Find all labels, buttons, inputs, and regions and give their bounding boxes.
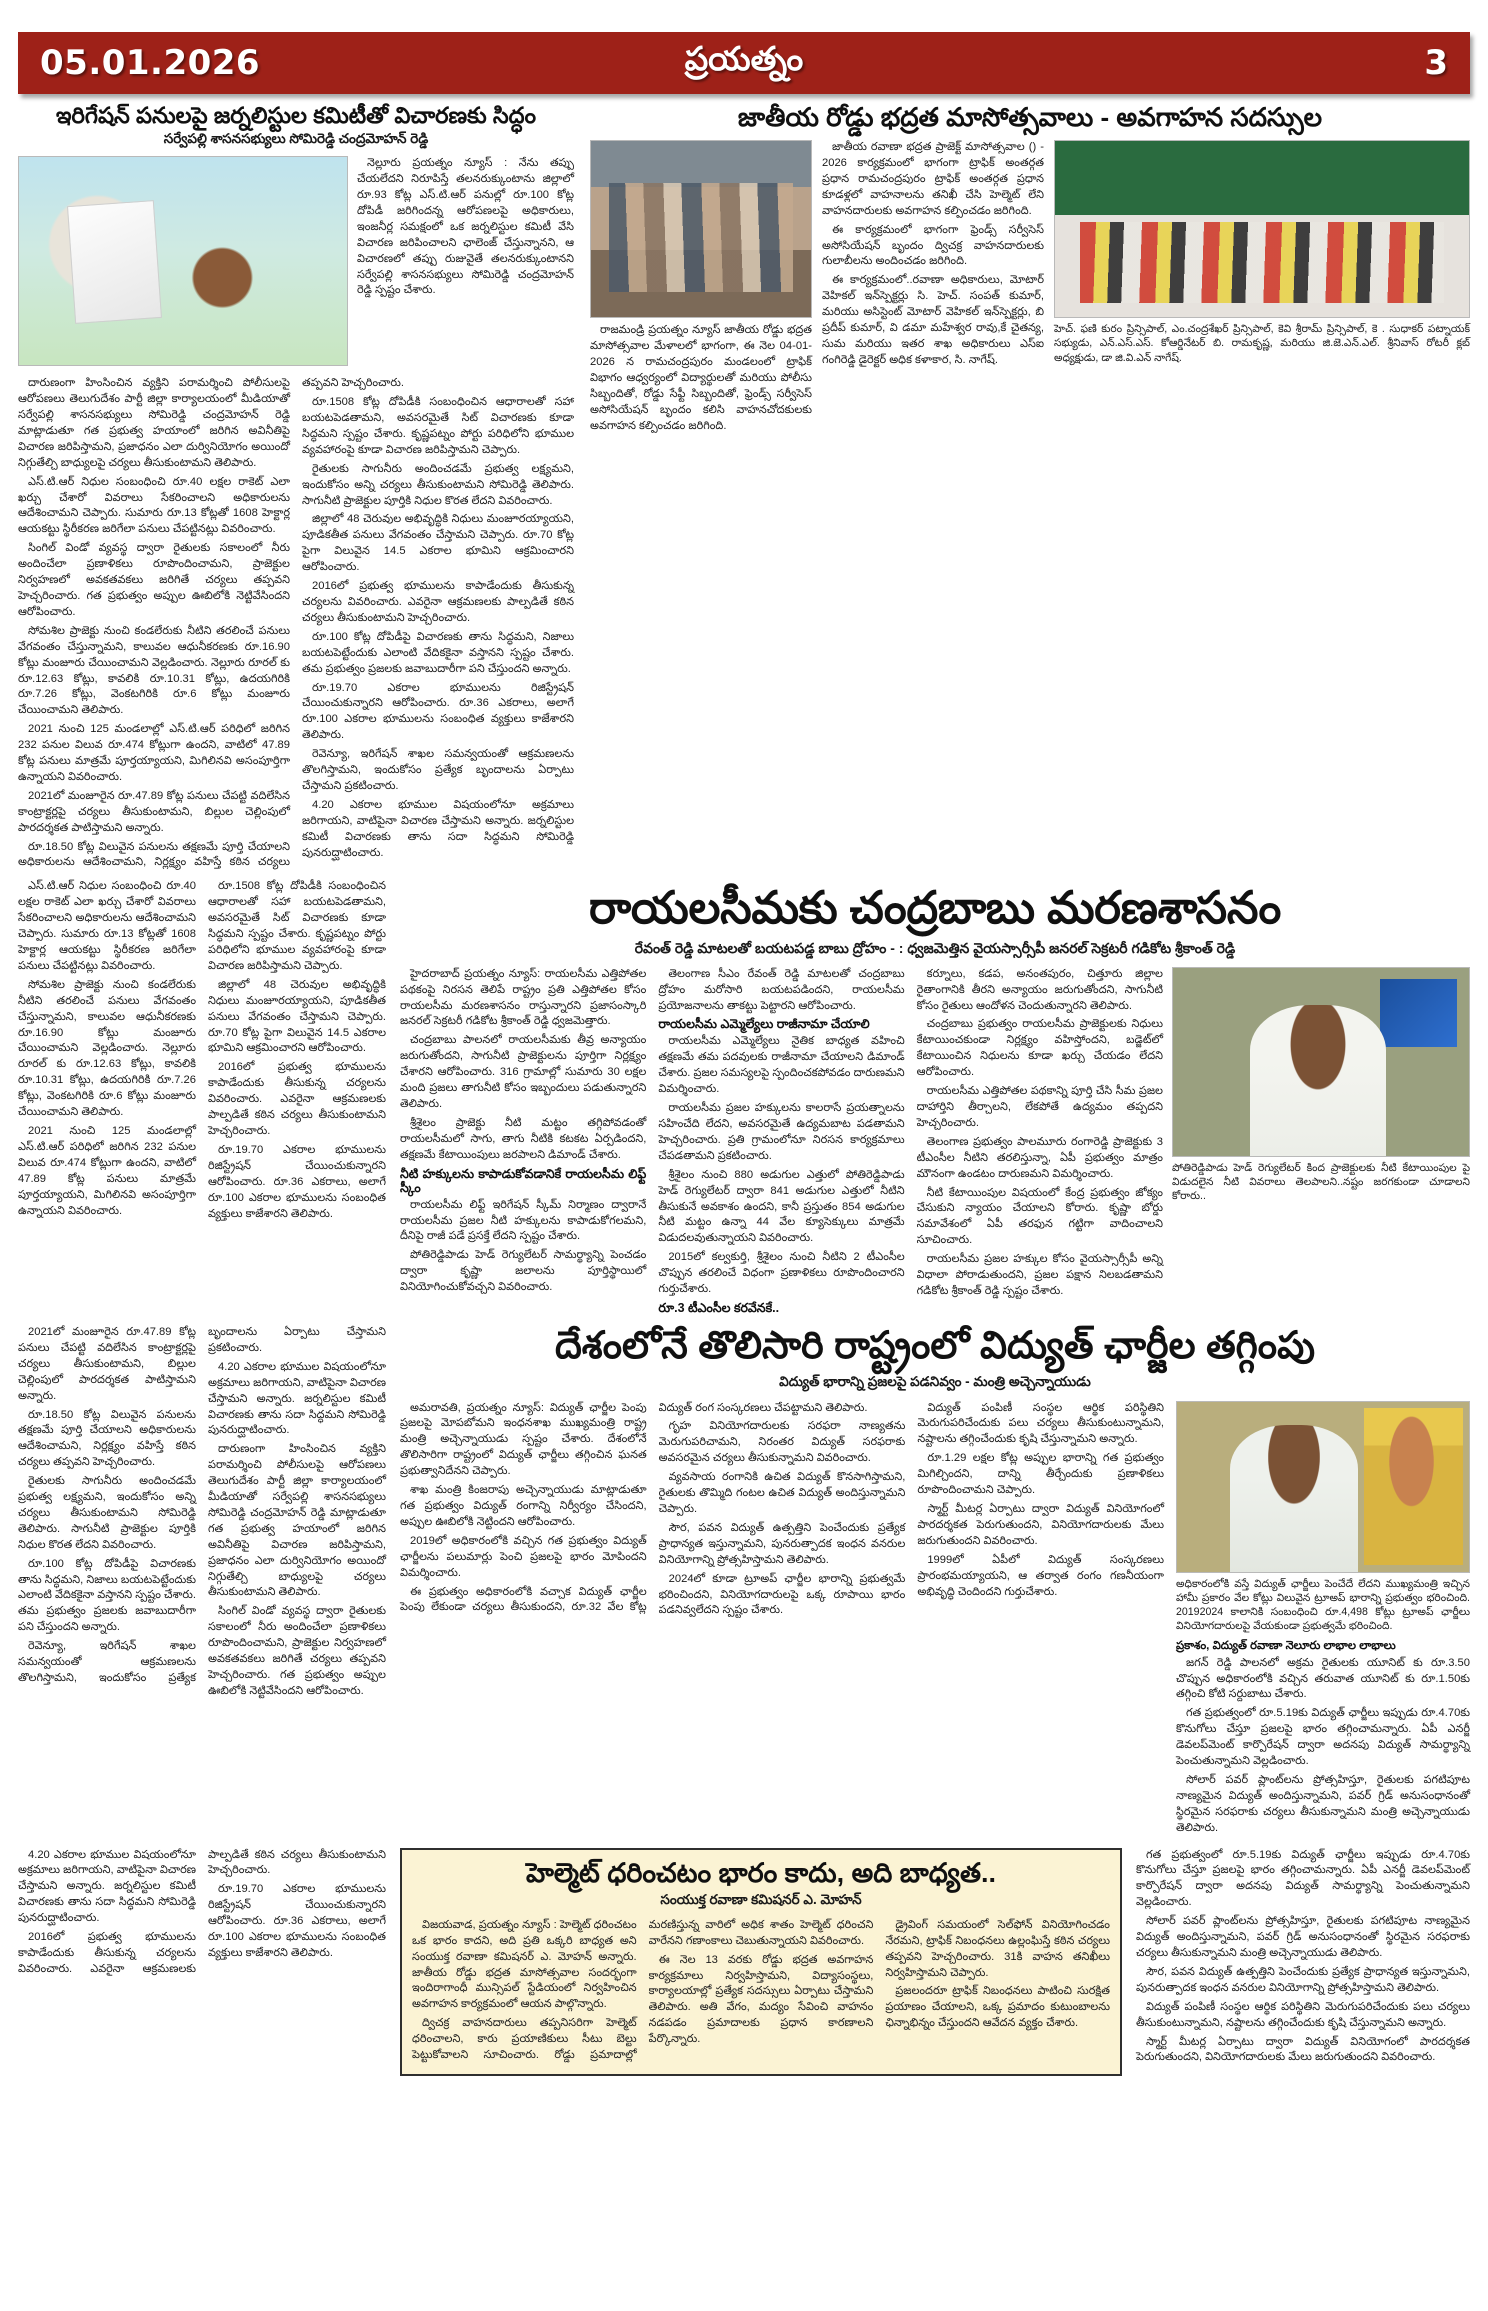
paragraph: 2024లో కూడా ట్రూఅప్ ఛార్జీల భారాన్ని ప్రభుత్వమే భరించిందని, వినియోగదారులపై ఒక్క రూపాయి భారం పడనివ్వలేదని స్పష్టం చేశారు. — [658, 1572, 906, 1617]
paragraph: 2015లో కల్వకుర్తి, శ్రీశైలం నుంచి నీటిని 2 టీఎంసీల చొప్పున తరలించే విధంగా ప్రణాళికలు రూపొందించారని గుర్తుచేశారు. — [658, 1251, 905, 1296]
paragraph: సోమశిల ప్రాజెక్టు నుంచి కండలేరుకు నీటిని తరలించే పనులు వేగవంతం చేస్తున్నామని, కాలువల ఆధునీకరణకు రూ.16.90 కోట్లు మంజూరు చేయించామని వెల్లడించారు. నెల్లూరు రూరల్ కు రూ.12.63 కోట్లు, కావలికి రూ.10.31 కోట్లు, ఉదయగిరికి రూ.7.26 కోట్లు, వెంకటగిరికి రూ.6 కోట్లు మంజూరు చేయించామని తెలిపారు. — [18, 978, 196, 1119]
acchennaidu-photo-caption: అధికారంలోకి వస్తే విద్యుత్ ఛార్జీలు పెంచేదే లేదని ముఖ్యమంత్రి ఇచ్చిన హామీ ప్రకారం వేల కోట్లు విలువైన ట్రూఅప్ భారాన్ని ప్రభుత్వం భరించింది. 20192024 కాలానికి సంబంధించి రూ.4,498 కోట్లు ట్రూఅప్ ఛార్జీలు వినియోగదారులపై వేయకుండా ప్రభుత్వమే భరించింది. — [1176, 1577, 1470, 1633]
paragraph: 1999లో ఏపీలో విద్యుత్ సంస్కరణలు ప్రారంభమయ్యాయని, ఆ తర్వాత రంగం గణనీయంగా అభివృద్ధి చెందిందని గుర్తుచేశారు. — [917, 1553, 1164, 1598]
paragraph: వ్యవసాయ రంగానికి ఉచిత విద్యుత్ కొనసాగిస్తామని, రైతులకు తొమ్మిది గంటల ఉచిత విద్యుత్ అందిస్తున్నామని చెప్పారు. — [658, 1471, 906, 1515]
paragraph: శ్రీశైలం ప్రాజెక్టు నీటి మట్టం తగ్గిపోవడంతో రాయలసీమలో సాగు, తాగు నీటికి కటకట ఏర్పడిందని, తక్షణమే కేటాయింపులు జరపాలని డిమాండ్ చేశారు. — [400, 1116, 647, 1161]
paragraph: జిల్లాలో 48 చెరువుల అభివృద్ధికి నిధులు మంజూరయ్యాయని, పూడికతీత పనులు వేగవంతం చేస్తామని చెప్పారు. రూ.70 కోట్ల పైగా విలువైన 14.5 ఎకరాల భూమిని ఆక్రమించారని ఆరోపించారు. — [208, 978, 386, 1055]
power-right-column — [1176, 1401, 1470, 1840]
paragraph: గత ప్రభుత్వంలో రూ.5.19కు విద్యుత్ ఛార్జీలు ఇప్పుడు రూ.4.70కు కొనుగోలు చేస్తూ ప్రజలపై భారం తగ్గించామన్నారు. ఏపీ ఎనర్జీ డెవలప్‌మెంట్ కార్పొరేషన్ ద్వారా అదనపు విద్యుత్ సామర్థ్యాన్ని పెంచుతున్నామని వెల్లడించారు. — [1136, 1848, 1470, 1909]
srikanth-photo-caption: పోతిరెడ్డిపాడు హెడ్ రెగ్యులేటర్ కింద ప్రాజెక్టులకు నీటి కేటాయింపుల పై విడుదలైన నీటి వివరాలు తెలపాలని..నష్టం జరగకుండా చూడాలని కోరారు.. — [1172, 1161, 1470, 1203]
road-safety-street-awareness-photo — [590, 140, 812, 318]
main-subhead-3: రూ.3 టీఎంసీల కరవేనకే.. — [658, 1300, 780, 1315]
paragraph: రూ.100 కోట్ల దోపిడీపై విచారణకు తాను సిద్ధమని, నిజాలు బయటపెట్టేందుకు ఎలాంటి వేదికకైనా వస్తానని స్పష్టం చేశారు. తమ ప్రభుత్వం ప్రజలకు జవాబుదారీగా పని చేస్తుందని అన్నారు. — [18, 1557, 196, 1634]
paragraph: రూ.19.70 ఎకరాల భూములను రిజిస్ట్రేషన్ చేయించుకున్నారని ఆరోపించారు. రూ.36 ఎకరాలు, అలాగే రూ.100 ఎకరాల భూములను సంబంధిత వ్యక్తులు కాజేశారని తెలిపారు. — [208, 1143, 386, 1220]
main-subhead-2: రాయలసీమ ఎమ్మెల్యేలు రాజీనామా చేయాలి — [658, 1017, 870, 1032]
top-left-story — [18, 103, 574, 871]
masthead-banner — [18, 32, 1470, 94]
power-right-continuation — [1136, 1848, 1470, 2067]
box-headline: హెల్మెట్ ధరించటం భారం కాదు, అది బాధ్యత.. — [526, 1857, 996, 1888]
top-band — [18, 103, 1470, 871]
somireddy-press-meet-photo — [18, 156, 348, 366]
paragraph: రాయలసీమ ఎమ్మెల్యేలు నైతిక బాధ్యత వహించి తక్షణమే తమ పదవులకు రాజీనామా చేయాలని డిమాండ్ చేశారు. ప్రజల సమస్యలపై స్పందించకపోవడం దారుణమని విమర్శించారు. — [658, 1035, 905, 1096]
paragraph: నెల్లూరు ప్రయత్నం న్యూస్ : నేను తప్పు చేయలేదని నిరూపిస్తే తలనరుక్కుంటాను జిల్లాలో రూ.93 కోట్ల ఎస్.టి.ఆర్ పనుల్లో రూ.100 కోట్ల దోపిడీ జరిగిందన్న ఆరోపణలపై అధికారులు, ఇంజనీర్ల సమక్షంలో ఒక జర్నలిస్టుల కమిటీ వేసి విచారణ జరిపించాలని ఛాలెంజ్ చేస్తున్నానని, ఆ విచారణలో తప్పు రుజువైతే తలనరుక్కుంటానని సర్వేపల్లి శాసనసభ్యులు సోమిరెడ్డి చంద్రమోహన్ రెడ్డి స్పష్టం చేశారు. — [357, 157, 574, 297]
gadikota-srikanth-reddy-photo — [1172, 967, 1470, 1157]
top-right-story — [590, 103, 1470, 871]
paragraph: ఎస్.టి.ఆర్ నిధుల సంబంధించి రూ.40 లక్షల రాకెట్ ఎలా ఖర్చు చేశారో వివరాలు సేకరించాలని అధికారులను ఆదేశించామని చెప్పారు. సుమారు రూ.13 కోట్లతో 1608 హెక్టార్ల ఆయకట్టు స్థిరీకరణ జరిగేలా పనులు చేపట్టినట్లు వివరించారు. — [18, 475, 290, 536]
paragraph: రాజమండ్రి ప్రయత్నం న్యూస్ జాతీయ రోడ్డు భద్రత మాసోత్సవాల మేళాలలో భాగంగా, ఈ నెల 04-01-2026 న రామచంద్రపురం మండలంలో ట్రాఫిక్ విభాగం ఆధ్వర్యంలో విద్యార్థులతో మరియు పోలీసు సిబ్బందితో, రోడ్డు సేఫ్టీ సిబ్బందితో, ఫ్రెండ్స్ సర్వీసెస్ అసోసియేషన్ బృందం కలిసి వాహనచోదకులకు అవగాహన కల్పించడం జరిగింది. — [590, 324, 812, 432]
paragraph: పోతిరెడ్డిపాడు హెడ్ రెగ్యులేటర్ సామర్థ్యాన్ని పెంచడం ద్వారా కృష్ణా జలాలను పూర్తిస్థాయిలో వినియోగించుకోవచ్చని వివరించారు. — [400, 1249, 647, 1294]
paragraph: 2021 నుంచి 125 మండలాల్లో ఎస్.టి.ఆర్ పరిధిలో జరిగిన 232 పనుల విలువ రూ.474 కోట్లుగా ఉందని, వాటిలో 47.89 కోట్ల పనులు మాత్రమే పూర్తయ్యాయని, మిగిలినవి అసంపూర్తిగా ఉన్నాయని వివరించారు. — [18, 723, 290, 783]
paragraph: రాయలసీమ ప్రజల హక్కుల కోసం వైయస్సార్సీపీ అన్ని విధాలా పోరాడుతుందని, ప్రజల పక్షాన నిలబడతామని గడికోట శ్రీకాంత్ రెడ్డి స్పష్టం చేశారు. — [916, 1253, 1163, 1297]
power-story — [400, 1325, 1470, 1840]
publication-date: 05.01.2026 — [40, 43, 261, 83]
paragraph: డ్రైవింగ్ సమయంలో సెల్‌ఫోన్ వినియోగించడం నేరమని, ట్రాఫిక్ నిబంధనలు ఉల్లంఘిస్తే కఠిన చర్యలు తప్పవని హెచ్చరించారు. 31కి వాహన తనిఖీలు నిర్వహిస్తామని చెప్పారు. — [885, 1918, 1110, 1979]
paragraph: రూ.1508 కోట్ల దోపిడీకి సంబంధించిన ఆధారాలతో సహా బయటపెడతామని, అవసరమైతే సిట్ విచారణకు కూడా సిద్ధమని స్పష్టం చేశారు. కృష్ణపట్నం పోర్టు పరిధిలోని భూముల వ్యవహారంపై కూడా విచారణ జరిపిస్తామని చెప్పారు. — [208, 880, 386, 972]
paragraph: కర్నూలు, కడప, అనంతపురం, చిత్తూరు జిల్లాల రైతాంగానికి తీరని అన్యాయం జరుగుతోందని, సాగునీటి కోసం రైతులు ఆందోళన చెందుతున్నారని తెలిపారు. — [916, 967, 1163, 1012]
paragraph: రూ.1.29 లక్షల కోట్ల అప్పుల భారాన్ని గత ప్రభుత్వం మిగిల్చిందని, దాన్ని తీర్చేందుకు ప్రణాళికలు రూపొందించామని చెప్పారు. — [917, 1452, 1164, 1497]
main-body-upper — [400, 967, 1163, 1315]
paragraph: 2016లో ప్రభుత్వ భూములను కాపాడేందుకు తీసుకున్న చర్యలను వివరించారు. ఎవరైనా ఆక్రమణలకు పాల్పడితే కఠిన చర్యలు తీసుకుంటామని హెచ్చరించారు. — [208, 1061, 386, 1137]
power-subhead: విద్యుత్ భారాన్ని ప్రజలపై పడనివ్వం - మంత్రి అచ్చెన్నాయుడు — [779, 1373, 1091, 1389]
paragraph: విద్యుత్ పంపిణీ సంస్థల ఆర్థిక పరిస్థితిని మెరుగుపరిచేందుకు పలు చర్యలు తీసుకుంటున్నామని, నష్టాలను తగ్గించేందుకు కృషి చేస్తున్నామని అన్నారు. — [1136, 2000, 1470, 2029]
left-continuation-body-2 — [18, 1325, 386, 1700]
paragraph: గృహ వినియోగదారులకు సరఫరా నాణ్యతను మెరుగుపరిచామని, నిరంతర విద్యుత్ సరఫరాకు అవసరమైన చర్యలు తీసుకున్నామని వివరించారు. — [658, 1420, 906, 1465]
paragraph: ప్రజలందరూ ట్రాఫిక్ నిబంధనలు పాటించి సురక్షిత ప్రయాణం చేయాలని, ఒక్క ప్రమాదం కుటుంబాలను ఛిన్నాభిన్నం చేస్తుందని ఆవేదన వ్యక్తం చేశారు. — [885, 1985, 1110, 2030]
paragraph: ఈ కార్యక్రమంలో..రవాణా అధికారులు, మోటార్ వెహికల్ ఇన్‌స్పెక్టర్లు సి. హెచ్. సంపత్ కుమార్, మరియు అసిస్టెంట్ మోటార్ వెహికల్ ఇన్‌స్పెక్టర్లు, బి ప్రదీప్ కుమార్, వి డమా మహేశ్వర రావు,కే చైతన్య, సుమ మరియు ఇతర శాఖ అధికారులు ఎస్ఐ గంగిరెడ్డి డైరెక్టర్ అధిక కళాకార, సి. నాగేష్. — [822, 274, 1044, 366]
top-right-col-2 — [822, 140, 1044, 437]
paragraph: రాయలసీమ ఎత్తిపోతల పథకాన్ని పూర్తి చేసి సీమ ప్రజల దాహార్తిని తీర్చాలని, లేకపోతే ఉద్యమం తప్పదని హెచ్చరించారు. — [916, 1085, 1163, 1129]
helmet-photo-caption: హెచ్. ఫణి కురం ప్రిన్సిపాల్, ఎం.చంద్రశేఖర్ ప్రిన్సిపాల్, కెవి శ్రీరామ్ ప్రిన్సిపాల్, కె . సుధాకర్ పట్నాయక్ సభ్యుడు, ఎన్.ఎస్.ఎస్. కోఆర్డినేటర్ బి. రామకృష్ణ, మరియు జి.జె.ఎన్.ఎల్. శ్రీనివాస్ రోటరీ క్లబ్ అధ్యక్షుడు, డా జి.వి.ఎన్ నాగేష్. — [1054, 323, 1470, 364]
power-left-continuation — [18, 1325, 386, 1840]
minister-acchennaidu-photo — [1176, 1401, 1470, 1573]
main-left-continuation — [18, 879, 386, 1315]
paragraph: రూ.100 కోట్ల దోపిడీపై విచారణకు తాను సిద్ధమని, నిజాలు బయటపెట్టేందుకు ఎలాంటి వేదికకైనా వస్తానని స్పష్టం చేశారు. తమ ప్రభుత్వం ప్రజలకు జవాబుదారీగా పని చేస్తుందని అన్నారు. — [302, 630, 574, 675]
paragraph: 2016లో ప్రభుత్వ భూములను కాపాడేందుకు తీసుకున్న చర్యలను వివరించారు. ఎవరైనా ఆక్రమణలకు పాల్పడితే కఠిన చర్యలు తీసుకుంటామని హెచ్చరించారు. — [18, 1848, 386, 1975]
newspaper-title: ప్రయత్నం — [684, 40, 804, 77]
paragraph: 2016లో ప్రభుత్వ భూములను కాపాడేందుకు తీసుకున్న చర్యలను వివరించారు. ఎవరైనా ఆక్రమణలకు పాల్పడితే కఠిన చర్యలు తీసుకుంటామని హెచ్చరించారు. — [302, 580, 574, 624]
main-subhead: రేవంత్ రెడ్డి మాటలతో బయటపడ్డ బాబు ద్రోహం - : ధ్వజమెత్తిన వైయస్సార్సీపీ జనరల్ సెక్రటరీ గడికోట శ్రీకాంత్ రెడ్డి — [634, 939, 1236, 956]
bottom-band — [18, 1848, 1470, 2076]
paragraph: ఈ కార్యక్రమంలో భాగంగా ఫ్రెండ్స్ సర్వీసెస్ అసోసియేషన్ బృందం ద్విచక్ర వాహనదారులకు గులాబీలను అందించడం జరిగింది. — [822, 223, 1044, 268]
bottom-right-continuation — [1136, 1848, 1470, 2076]
paragraph: తెలంగాణ సీఎం రేవంత్ రెడ్డి మాటలతో చంద్రబాబు ద్రోహం మరోసారి బయటపడిందని, రాయలసీమ ప్రయోజనాలను తాకట్టు పెట్టారని ఆరోపించారు. — [658, 967, 905, 1012]
box-body — [412, 1918, 1110, 2064]
top-right-body-2 — [822, 140, 1044, 369]
main-subhead-1: నీటి హక్కులను కాపాడుకోవడానికే రాయలసీమ లిఫ్ట్ స్కీం — [400, 1166, 647, 1195]
paragraph: సోలార్ పవర్ ప్లాంట్‌లను ప్రోత్సహిస్తూ, రైతులకు పగటిపూట నాణ్యమైన విద్యుత్ అందిస్తున్నామని, పవర్ గ్రిడ్ అనుసంధానంతో స్థిరమైన సరఫరాకు చర్యలు తీసుకున్నామని మంత్రి అచ్చెన్నాయుడు తెలిపారు. — [1176, 1773, 1470, 1834]
paragraph: చంద్రబాబు ప్రభుత్వం రాయలసీమ ప్రాజెక్టులకు నిధులు కేటాయించకుండా నిర్లక్ష్యం వహిస్తోందని, బడ్జెట్‌లో కేటాయించిన నిధులను కూడా ఖర్చు చేయడం లేదని ఆరోపించారు. — [916, 1018, 1163, 1079]
main-story-body-wrap — [400, 879, 1470, 1315]
paragraph: రూ.1508 కోట్ల దోపిడీకి సంబంధించిన ఆధారాలతో సహా బయటపెడతామని, అవసరమైతే సిట్ విచారణకు కూడా సిద్ధమని స్పష్టం చేశారు. కృష్ణపట్నం పోర్టు పరిధిలోని భూముల వ్యవహారంపై కూడా విచారణ జరిపిస్తామని చెప్పారు. — [302, 396, 574, 456]
paragraph: రాయలసీమ ప్రజల హక్కులను కాలరాసే ప్రయత్నాలను సహించేది లేదని, అవసరమైతే ఉద్యమబాట పడతామని హెచ్చరించారు. ప్రతి గ్రామంలోనూ నిరసన కార్యక్రమాలు చేపడతామని ప్రకటించారు. — [658, 1102, 905, 1162]
paragraph: రాయలసీమ లిఫ్ట్ ఇరిగేషన్ స్కీమ్ నిర్మాణం ద్వారానే రాయలసీమ ప్రజల నీటి హక్కులను కాపాడుకోగలమని, దీనిపై రాజీ పడే ప్రసక్తే లేదని స్పష్టం చేశారు. — [400, 1198, 647, 1243]
paragraph: జగన్ రెడ్డి పాలనలో అక్రమ రైతులకు యూనిట్ కు రూ.3.50 చొప్పున అధికారంలోకి వచ్చిన తరువాత యూనిట్ కు రూ.1.50కు తగ్గించి కోటి సర్దుబాటు చేశారు. — [1176, 1656, 1470, 1701]
paragraph: 2019లో అధికారంలోకి వచ్చిన గత ప్రభుత్వం విద్యుత్ ఛార్జీలను పలుమార్లు పెంచి ప్రజలపై భారం మోపిందని విమర్శించారు. — [400, 1534, 647, 1579]
newspaper-page — [0, 32, 1488, 2311]
paragraph: నీటి కేటాయింపుల విషయంలో కేంద్ర ప్రభుత్వం జోక్యం చేసుకుని న్యాయం చేయాలని కోరారు. కృష్ణా బోర్డు సమావేశంలో ఏపీ తరఫున గట్టిగా వాదించాలని సూచించారు. — [916, 1186, 1163, 1247]
paragraph: స్మార్ట్ మీటర్ల ఏర్పాటు ద్వారా విద్యుత్ వినియోగంలో పారదర్శకత పెరుగుతుందని, వినియోగదారులకు మేలు జరుగుతుందని వివరించారు. — [1136, 2035, 1470, 2064]
paragraph: గత ప్రభుత్వంలో రూ.5.19కు విద్యుత్ ఛార్జీలు ఇప్పుడు రూ.4.70కు కొనుగోలు చేస్తూ ప్రజలపై భారం తగ్గించామన్నారు. ఏపీ ఎనర్జీ డెవలప్‌మెంట్ కార్పొరేషన్ ద్వారా అదనపు విద్యుత్ సామర్థ్యాన్ని పెంచుతున్నామని వెల్లడించారు. — [1176, 1707, 1470, 1768]
paragraph: దారుణంగా హింసించిన వ్యక్తిని పరామర్శించి పోలీసులపై ఆరోపణలు తెలుగుదేశం పార్టీ జిల్లా కార్యాలయంలో మీడియాతో సర్వేపల్లి శాసనసభ్యులు సోమిరెడ్డి చంద్రమోహన్ రెడ్డి మాట్లాడుతూ గత ప్రభుత్వ హయాంలో జరిగిన అవినీతిపై విచారణ జరిపిస్తామని, ప్రజాధనం ఎలా దుర్వినియోగం అయిందో నిగ్గుతేల్చి బాధ్యులపై చర్యలు తీసుకుంటామని తెలిపారు. — [18, 377, 290, 469]
paragraph: రైతులకు సాగునీరు అందించడమే ప్రభుత్వ లక్ష్యమని, ఇందుకోసం అన్ని చర్యలు తీసుకుంటామని సోమిరెడ్డి తెలిపారు. సాగునీటి ప్రాజెక్టుల పూర్తికి నిధుల కొరత లేదని వివరించారు. — [302, 462, 574, 507]
paragraph: శ్రీశైలం నుంచి 880 అడుగుల ఎత్తులో పోతిరెడ్డిపాడు హెడ్ రెగ్యులేటర్ ద్వారా 841 అడుగుల ఎత్తులో నీటిని తీసుకునే అవకాశం ఉందని, కానీ ప్రస్తుతం 854 అడుగుల నీటి మట్టం ఉన్నా 44 వేల క్యూసెక్కులు మాత్రమే విడుదలవుతున్నాయని వివరించారు. — [658, 1168, 905, 1245]
paragraph: 2021 నుంచి 125 మండలాల్లో ఎస్.టి.ఆర్ పరిధిలో జరిగిన 232 పనుల విలువ రూ.474 కోట్లుగా ఉందని, వాటిలో 47.89 కోట్ల పనులు మాత్రమే పూర్తయ్యాయని, మిగిలినవి అసంపూర్తిగా ఉన్నాయని వివరించారు. — [18, 1124, 196, 1217]
top-left-body — [18, 376, 574, 871]
top-left-subhead: సర్వేపల్లి శాసనసభ్యులు సోమిరెడ్డి చంద్రమోహన్ రెడ్డి — [163, 131, 429, 147]
paragraph: శాఖ మంత్రి కింజరాపు అచ్చెన్నాయుడు మాట్లాడుతూ గత ప్రభుత్వం విద్యుత్ రంగాన్ని నిర్వీర్యం చేసిందని, అప్పుల ఊబిలోకి నెట్టిందని ఆరోపించారు. — [400, 1484, 647, 1528]
top-right-headline: జాతీయ రోడ్డు భద్రత మాసోత్సవాలు - అవగాహన సదస్సుల — [737, 102, 1323, 132]
top-left-headline: ఇరిగేషన్ పనులపై జర్నలిస్టుల కమిటీతో విచారణకు సిద్ధం — [56, 103, 536, 128]
paragraph: తెలంగాణ ప్రభుత్వం పాలమూరు రంగారెడ్డి ప్రాజెక్టుకు 3 టీఎంసీల నీటిని తరలిస్తున్నా, ఏపీ ప్రభుత్వం మాత్రం మౌనంగా ఉండటం దారుణమని విమర్శించారు. — [916, 1135, 1163, 1180]
paragraph: హైదరాబాద్ ప్రయత్నం న్యూస్: రాయలసీమ ఎత్తిపోతల పథకంపై నిరసన తెలిపే రాష్ట్రం ప్రతి ఎత్తిపోతల కోసం రాయలసీమ మరణశాసనం రాస్తున్నారని ప్రజాసంస్కారి జనరల్ సెక్రటరీ గడికోట శ్రీకాంత్ రెడ్డి ధ్వజమెత్తారు. — [400, 967, 647, 1028]
paragraph: సౌర, పవన విద్యుత్ ఉత్పత్తిని పెంచేందుకు ప్రత్యేక ప్రాధాన్యత ఇస్తున్నామని, పునరుత్పాదక ఇంధన వనరుల వినియోగాన్ని ప్రోత్సహిస్తామని తెలిపారు. — [658, 1521, 906, 1566]
srikanth-photo-figure — [1172, 967, 1470, 1204]
paragraph: స్మార్ట్ మీటర్ల ఏర్పాటు ద్వారా విద్యుత్ వినియోగంలో పారదర్శకత పెరుగుతుందని, వినియోగదారులకు మేలు జరుగుతుందని వివరించారు. — [917, 1502, 1164, 1547]
paragraph: రూ.18.50 కోట్ల విలువైన పనులను తక్షణమే పూర్తి చేయాలని అధికారులను ఆదేశించామని, నిర్లక్ష్యం వహిస్తే కఠిన చర్యలు తప్పవని హెచ్చరించారు. — [18, 377, 404, 869]
power-right-extra — [1176, 1640, 1470, 1837]
paragraph: రూ.19.70 ఎకరాల భూములను రిజిస్ట్రేషన్ చేయించుకున్నారని ఆరోపించారు. రూ.36 ఎకరాలు, అలాగే రూ.100 ఎకరాల భూములను సంబంధిత వ్యక్తులు కాజేశారని తెలిపారు. — [208, 1883, 386, 1959]
power-body-wrap — [400, 1401, 1164, 1840]
power-extra-subhead: ప్రకాశం, విద్యుత్ రవాణా నెలూరు లాభాల లాభాలు — [1176, 1639, 1396, 1652]
main-story — [18, 879, 1470, 1315]
paragraph: ఈ ప్రభుత్వం అధికారంలోకి వచ్చాక విద్యుత్ ఛార్జీల పెంపు లేకుండా చర్యలు తీసుకుందని, రూ.32 వేల కోట్ల విద్యుత్ రంగ సంస్కరణలు చేపట్టామని తెలిపారు. — [400, 1401, 868, 1614]
box-story — [400, 1848, 1122, 2076]
paragraph: రెవెన్యూ, ఇరిగేషన్ శాఖల సమన్వయంతో ఆక్రమణలను తొలగిస్తామని, ఇందుకోసం ప్రత్యేక బృందాలను ఏర్పాటు చేస్తామని ప్రకటించారు. — [18, 1325, 386, 1685]
top-right-col-1 — [590, 140, 812, 437]
paragraph: సోమశిల ప్రాజెక్టు నుంచి కండలేరుకు నీటిని తరలించే పనులు వేగవంతం చేస్తున్నామని, కాలువల ఆధునీకరణకు రూ.16.90 కోట్లు మంజూరు చేయించామని వెల్లడించారు. నెల్లూరు రూరల్ కు రూ.12.63 కోట్లు, కావలికి రూ.10.31 కోట్లు, ఉదయగిరికి రూ.7.26 కోట్లు, వెంకటగిరికి రూ.6 కోట్లు మంజూరు చేయించామని తెలిపారు. — [18, 624, 290, 717]
paragraph: రూ.18.50 కోట్ల విలువైన పనులను తక్షణమే పూర్తి చేయాలని అధికారులను ఆదేశించామని, నిర్లక్ష్యం వహిస్తే కఠిన చర్యలు తప్పవని హెచ్చరించారు. — [18, 1408, 196, 1469]
helmet-distribution-photo — [1054, 140, 1470, 318]
paragraph: సోలార్ పవర్ ప్లాంట్‌లను ప్రోత్సహిస్తూ, రైతులకు పగటిపూట నాణ్యమైన విద్యుత్ అందిస్తున్నామని, పవర్ గ్రిడ్ అనుసంధానంతో స్థిరమైన సరఫరాకు చర్యలు తీసుకున్నామని మంత్రి అచ్చెన్నాయుడు తెలిపారు. — [1136, 1915, 1470, 1959]
paragraph: జాతీయ రవాణా భద్రత ప్రాజెక్ట్ మాసోత్సవాల () - 2026 కార్యక్రమంలో భాగంగా ట్రాఫిక్ అంతర్గత ప్రధాన రామచంద్రపురం ట్రాఫిక్ అంతర్గత ప్రధాన కూడళ్లలో వాహనాలను తనిఖీ చేసి హెల్మెట్ లేని వాహనదారులకు అవగాహన కల్పించడం జరిగింది. — [822, 141, 1044, 217]
paragraph: జిల్లాలో 48 చెరువుల అభివృద్ధికి నిధులు మంజూరయ్యాయని, పూడికతీత పనులు వేగవంతం చేస్తామని చెప్పారు. రూ.70 కోట్ల పైగా విలువైన 14.5 ఎకరాల భూమిని ఆక్రమించారని ఆరోపించారు. — [302, 513, 574, 574]
paragraph: 4.20 ఎకరాల భూముల విషయంలోనూ అక్రమాలు జరిగాయని, వాటిపైనా విచారణ చేస్తామని అన్నారు. జర్నలిస్టుల కమిటీ విచారణకు తాను సదా సిద్ధమని సోమిరెడ్డి పునరుద్ఘాటించారు. — [302, 798, 574, 859]
power-body — [400, 1401, 1164, 1620]
paragraph: ఎస్.టి.ఆర్ నిధుల సంబంధించి రూ.40 లక్షల రాకెట్ ఎలా ఖర్చు చేశారో వివరాలు సేకరించాలని అధికారులను ఆదేశించామని చెప్పారు. సుమారు రూ.13 కోట్లతో 1608 హెక్టార్ల ఆయకట్టు స్థిరీకరణ జరిగేలా పనులు చేపట్టినట్లు వివరించారు. — [18, 880, 196, 972]
main-headline: రాయలసీమకు చంద్రబాబు మరణశాసనం — [589, 882, 1281, 934]
paragraph: సింగిల్ విండో వ్యవస్థ ద్వారా రైతులకు సకాలంలో నీరు అందించేలా ప్రణాళికలు రూపొందించామని, ప్రాజెక్టుల నిర్వహణలో అవకతవకలు జరిగితే చర్యలు తప్పవని హెచ్చరించారు. గత ప్రభుత్వం అప్పుల ఊబిలోకి నెట్టివేసిందని ఆరోపించారు. — [18, 542, 290, 618]
paragraph: 4.20 ఎకరాల భూముల విషయంలోనూ అక్రమాలు జరిగాయని, వాటిపైనా విచారణ చేస్తామని అన్నారు. జర్నలిస్టుల కమిటీ విచారణకు తాను సదా సిద్ధమని సోమిరెడ్డి పునరుద్ఘాటించారు. — [18, 1848, 196, 1925]
left-continuation-body — [18, 879, 386, 1224]
paragraph: రెవెన్యూ, ఇరిగేషన్ శాఖల సమన్వయంతో ఆక్రమణలను తొలగిస్తామని, ఇందుకోసం ప్రత్యేక బృందాలను ఏర్పాటు చేస్తామని ప్రకటించారు. — [302, 748, 574, 792]
bottom-left-continuation — [18, 1848, 386, 2076]
top-right-col-3 — [1054, 140, 1470, 437]
paragraph: సింగిల్ విండో వ్యవస్థ ద్వారా రైతులకు సకాలంలో నీరు అందించేలా ప్రణాళికలు రూపొందించామని, ప్రాజెక్టుల నిర్వహణలో అవకతవకలు జరిగితే చర్యలు తప్పవని హెచ్చరించారు. గత ప్రభుత్వం అప్పుల ఊబిలోకి నెట్టివేసిందని ఆరోపించారు. — [208, 1605, 386, 1697]
paragraph: దారుణంగా హింసించిన వ్యక్తిని పరామర్శించి పోలీసులపై ఆరోపణలు తెలుగుదేశం పార్టీ జిల్లా కార్యాలయంలో మీడియాతో సర్వేపల్లి శాసనసభ్యులు సోమిరెడ్డి చంద్రమోహన్ రెడ్డి మాట్లాడుతూ గత ప్రభుత్వ హయాంలో జరిగిన అవినీతిపై విచారణ జరిపిస్తామని, ప్రజాధనం ఎలా దుర్వినియోగం అయిందో నిగ్గుతేల్చి బాధ్యులపై చర్యలు తీసుకుంటామని తెలిపారు. — [208, 1443, 386, 1599]
page-number: 3 — [1424, 43, 1448, 83]
power-story-band — [18, 1325, 1470, 1840]
paragraph: సౌర, పవన విద్యుత్ ఉత్పత్తిని పెంచేందుకు ప్రత్యేక ప్రాధాన్యత ఇస్తున్నామని, పునరుత్పాదక ఇంధన వనరుల వినియోగాన్ని ప్రోత్సహిస్తామని తెలిపారు. — [1136, 1965, 1470, 1994]
paragraph: 2021లో మంజూరైన రూ.47.89 కోట్ల పనులు చేపట్టి వదిలేసిన కాంట్రాక్టర్లపై చర్యలు తీసుకుంటామని, బిల్లుల చెల్లింపులో పారదర్శకత పాటిస్తామని అన్నారు. — [18, 1325, 196, 1402]
paragraph: ఈ నెల 13 వరకు రోడ్డు భద్రత అవగాహన కార్యక్రమాలు నిర్వహిస్తామని, విద్యాసంస్థలు, కార్యాలయాల్లో ప్రత్యేక సదస్సులు ఏర్పాటు చేస్తామని తెలిపారు. అతి వేగం, మద్యం సేవించి వాహనం నడపడం ప్రమాదాలకు ప్రధాన కారణాలని పేర్కొన్నారు. — [648, 1953, 874, 2046]
paragraph: విద్యుత్ పంపిణీ సంస్థల ఆర్థిక పరిస్థితిని మెరుగుపరిచేందుకు పలు చర్యలు తీసుకుంటున్నామని, నష్టాలను తగ్గించేందుకు కృషి చేస్తున్నామని అన్నారు. — [917, 1401, 1164, 1446]
paragraph: 4.20 ఎకరాల భూముల విషయంలోనూ అక్రమాలు జరిగాయని, వాటిపైనా విచారణ చేస్తామని అన్నారు. జర్నలిస్టుల కమిటీ విచారణకు తాను సదా సిద్ధమని సోమిరెడ్డి పునరుద్ఘాటించారు. — [208, 1360, 386, 1437]
top-right-body-1 — [590, 323, 812, 434]
paragraph: చంద్రబాబు పాలనలో రాయలసీమకు తీవ్ర అన్యాయం జరుగుతోందని, సాగునీటి ప్రాజెక్టులను పూర్తిగా నిర్లక్ష్యం చేశారని ఆరోపించారు. 316 గ్రామాల్లో సుమారు 30 లక్షల మంది ప్రజలు తాగునీటి కోసం ఇబ్బందులు పడుతున్నారని తెలిపారు. — [400, 1034, 647, 1111]
paragraph: రైతులకు సాగునీరు అందించడమే ప్రభుత్వ లక్ష్యమని, ఇందుకోసం అన్ని చర్యలు తీసుకుంటామని సోమిరెడ్డి తెలిపారు. సాగునీటి ప్రాజెక్టుల పూర్తికి నిధుల కొరత లేదని వివరించారు. — [18, 1475, 196, 1551]
paragraph: రూ.19.70 ఎకరాల భూములను రిజిస్ట్రేషన్ చేయించుకున్నారని ఆరోపించారు. రూ.36 ఎకరాలు, అలాగే రూ.100 ఎకరాల భూములను సంబంధిత వ్యక్తులు కాజేశారని తెలిపారు. — [302, 681, 574, 742]
box-subhead: సంయుక్త రవాణా కమిషనర్ ఎ. మోహన్ — [660, 1891, 862, 1907]
paragraph: విజయవాడ, ప్రయత్నం న్యూస్ : హెల్మెట్ ధరించటం ఒక భారం కాదని, అది ప్రతి ఒక్కరి బాధ్యత అని సంయుక్త రవాణా కమిషనర్ ఎ. మోహన్ అన్నారు. జాతీయ రోడ్డు భద్రత మాసోత్సవాల సందర్భంగా ఇందిరాగాంధీ మున్సిపల్ స్టేడియంలో నిర్వహించిన అవగాహన కార్యక్రమంలో ఆయన పాల్గొన్నారు. — [412, 1918, 637, 2011]
left-continuation-body-3 — [18, 1848, 386, 1978]
paragraph: 2021లో మంజూరైన రూ.47.89 కోట్ల పనులు చేపట్టి వదిలేసిన కాంట్రాక్టర్లపై చర్యలు తీసుకుంటామని, బిల్లుల చెల్లింపులో పారదర్శకత పాటిస్తామని అన్నారు. — [18, 789, 290, 834]
paragraph: ద్విచక్ర వాహనదారులు తప్పనిసరిగా హెల్మెట్ ధరించాలని, కారు ప్రయాణికులు సీటు బెల్టు పెట్టుకోవాలని సూచించారు. రోడ్డు ప్రమాదాల్లో మరణిస్తున్న వారిలో అధిక శాతం హెల్మెట్ ధరించని వారేనని గణాంకాలు చెబుతున్నాయని వివరించారు. — [412, 1918, 874, 2062]
power-headline: దేశంలోనే తొలిసారి రాష్ట్రంలో విద్యుత్ ఛార్జీల తగ్గింపు — [554, 1324, 1315, 1367]
paragraph: అమరావతి, ప్రయత్నం న్యూస్: విద్యుత్ ఛార్జీల పెంపు ప్రజలపై మోపబోమని ఇంధనశాఖ ముఖ్యమంత్రి రాష్ట్ర మంత్రి అచ్చెన్నాయుడు స్పష్టం చేశారు. దేశంలోనే తొలిసారిగా రాష్ట్రంలో విద్యుత్ ఛార్జీలు తగ్గించిన ఘనత ప్రభుత్వానిదేనని చెప్పారు. — [400, 1401, 647, 1478]
